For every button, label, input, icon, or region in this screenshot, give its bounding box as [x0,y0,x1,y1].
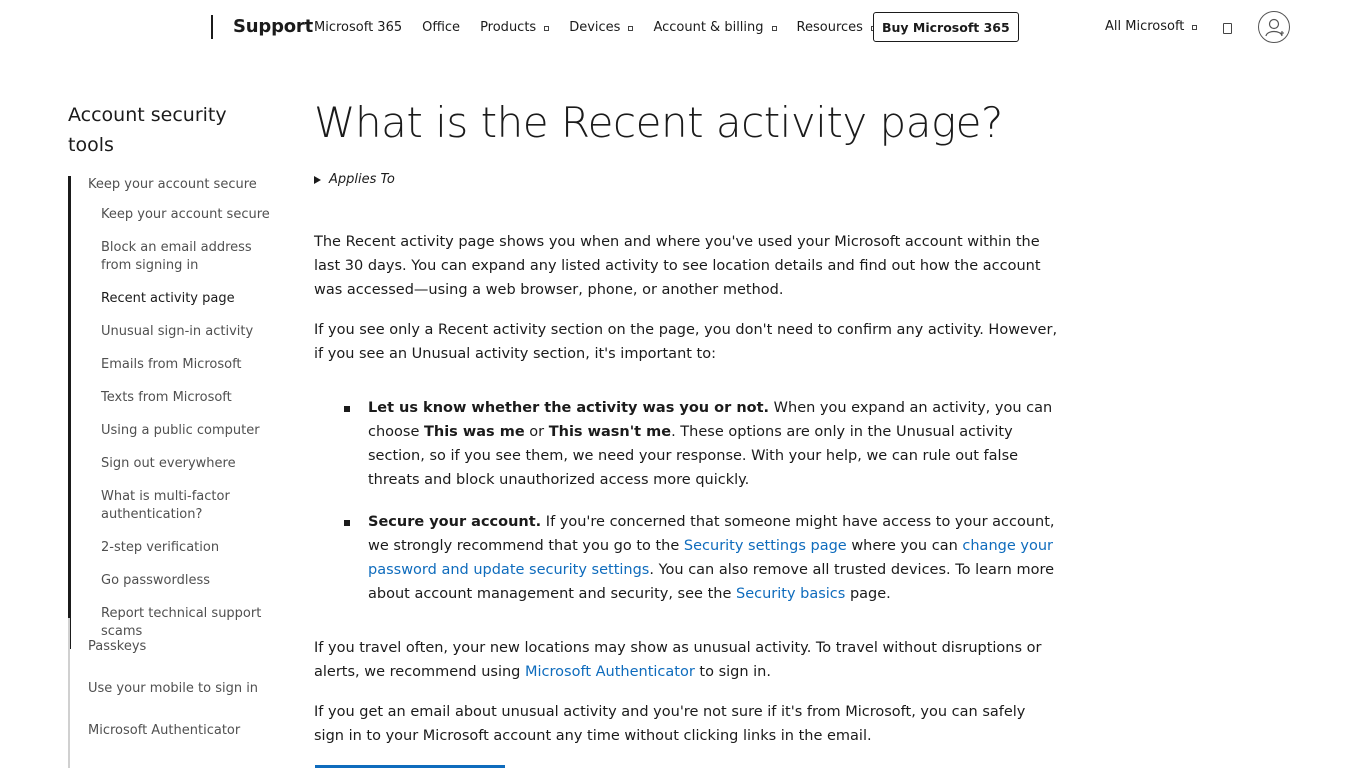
chevron-down-icon [628,26,633,31]
account-avatar-icon[interactable] [1258,11,1290,43]
chevron-down-icon [544,26,549,31]
bold-text: Let us know whether the activity was you or not. [368,400,770,416]
person-icon [1259,12,1291,44]
list-item [368,510,1059,606]
sidebar-nav [68,100,278,649]
travel-paragraph [314,636,1059,684]
cart-icon[interactable] [1223,23,1232,34]
sidebar-item-passkeys[interactable]: Passkeys [88,639,147,654]
nav-account-billing[interactable] [653,20,776,35]
sidebar-item-authenticator[interactable]: Microsoft Authenticator [88,723,241,738]
sidebar-item-recent-activity[interactable]: Recent activity page [101,291,235,306]
sidebar-group [68,176,278,649]
instruction-paragraph: If you see only a Recent activity section on the page, you don't need to confirm any activity. However, if you see an Unusual activity section, it's important to: [314,322,1058,362]
nav-label: Microsoft 365 [314,20,403,35]
nav-label: Devices [569,20,621,35]
security-settings-link[interactable]: Security settings page [683,538,847,554]
bold-text: Secure your account. [368,514,542,530]
nav-label: Office [422,20,461,35]
applies-to-label: Applies To [329,172,395,187]
chevron-down-icon [772,26,777,31]
logo-divider [211,15,213,39]
sidebar-item-mfa[interactable]: What is multi-factor authentication? [101,489,230,522]
sidebar-item-keep-secure[interactable]: Keep your account secure [101,207,270,222]
nav-resources[interactable] [797,20,876,35]
article [314,96,1059,748]
text: where you can [846,538,963,554]
sidebar-item-report-scams[interactable]: Report technical support scams [101,606,262,639]
support-brand-link[interactable]: Support [233,16,313,37]
applies-to-toggle[interactable] [314,172,1059,187]
list-item [368,396,1059,492]
text: . These options are only in the Unusual activity section, so if you see them, we need your response. With your help, we can rule out false threats and block unauthorized access more quickly. [368,424,1019,488]
nav-office[interactable] [422,20,460,35]
text: When you expand an activity, you can choose [368,400,1053,440]
sidebar-item-block-email[interactable]: Block an email address from signing in [101,240,252,273]
all-microsoft-label: All Microsoft [1105,19,1185,34]
text: page. [845,586,891,602]
sidebar-item-2step[interactable]: 2-step verification [101,540,220,555]
nav-label: Resources [796,20,863,35]
site-header [0,0,1366,55]
text: or [524,424,549,440]
text: to sign in. [694,664,771,680]
nav-products[interactable] [480,20,549,35]
sidebar-item-passwordless[interactable]: Go passwordless [101,573,211,588]
sidebar-item-mobile-signin[interactable]: Use your mobile to sign in [88,681,259,696]
text: If you're concerned that someone might have access to your account, we strongly recommend that you go to the [368,514,1055,554]
sidebar-title: Account security tools [68,104,227,156]
authenticator-link[interactable]: Microsoft Authenticator [525,664,695,680]
sidebar-item-sign-out[interactable]: Sign out everywhere [101,456,236,471]
sidebar-item-texts[interactable]: Texts from Microsoft [101,390,232,405]
change-password-link[interactable]: change your password and update security settings [368,538,1053,578]
text: If you travel often, your new locations may show as unusual activity. To travel without disruptions or alerts, we recommend using [314,640,1042,680]
buy-microsoft-365-button[interactable]: Buy Microsoft 365 [873,12,1019,42]
intro-paragraph: The Recent activity page shows you when and where you've used your Microsoft account within the last 30 days. You can expand any listed activity to see location details and find out how the account was accessed—using a web browser, phone, or another method. [314,234,1041,298]
nav-devices[interactable] [569,20,633,35]
sidebar-item-emails[interactable]: Emails from Microsoft [101,357,242,372]
email-paragraph: If you get an email about unusual activity and you're not sure if it's from Microsoft, you can safely sign in to your Microsoft account any time without clicking links in the email. [314,704,1026,744]
all-microsoft-menu[interactable] [1105,19,1197,34]
sidebar-group-label[interactable]: Keep your account secure [88,177,257,192]
bold-text: This was me [424,424,525,440]
top-nav [314,0,896,55]
bullet-list [314,396,1059,606]
nav-label: Products [480,20,537,35]
nav-label: Account & billing [653,20,764,35]
page-title: What is the Recent activity page? [314,98,1003,147]
expand-triangle-icon [314,176,321,184]
sidebar-item-unusual-signin[interactable]: Unusual sign-in activity [101,324,254,339]
bold-text: This wasn't me [548,424,672,440]
sidebar-item-public-computer[interactable]: Using a public computer [101,423,260,438]
nav-microsoft-365[interactable] [314,20,402,35]
security-basics-link[interactable]: Security basics [735,586,846,602]
text: . You can also remove all trusted devices. To learn more about account management and security, see the [368,562,1055,602]
chevron-down-icon [1192,25,1197,30]
